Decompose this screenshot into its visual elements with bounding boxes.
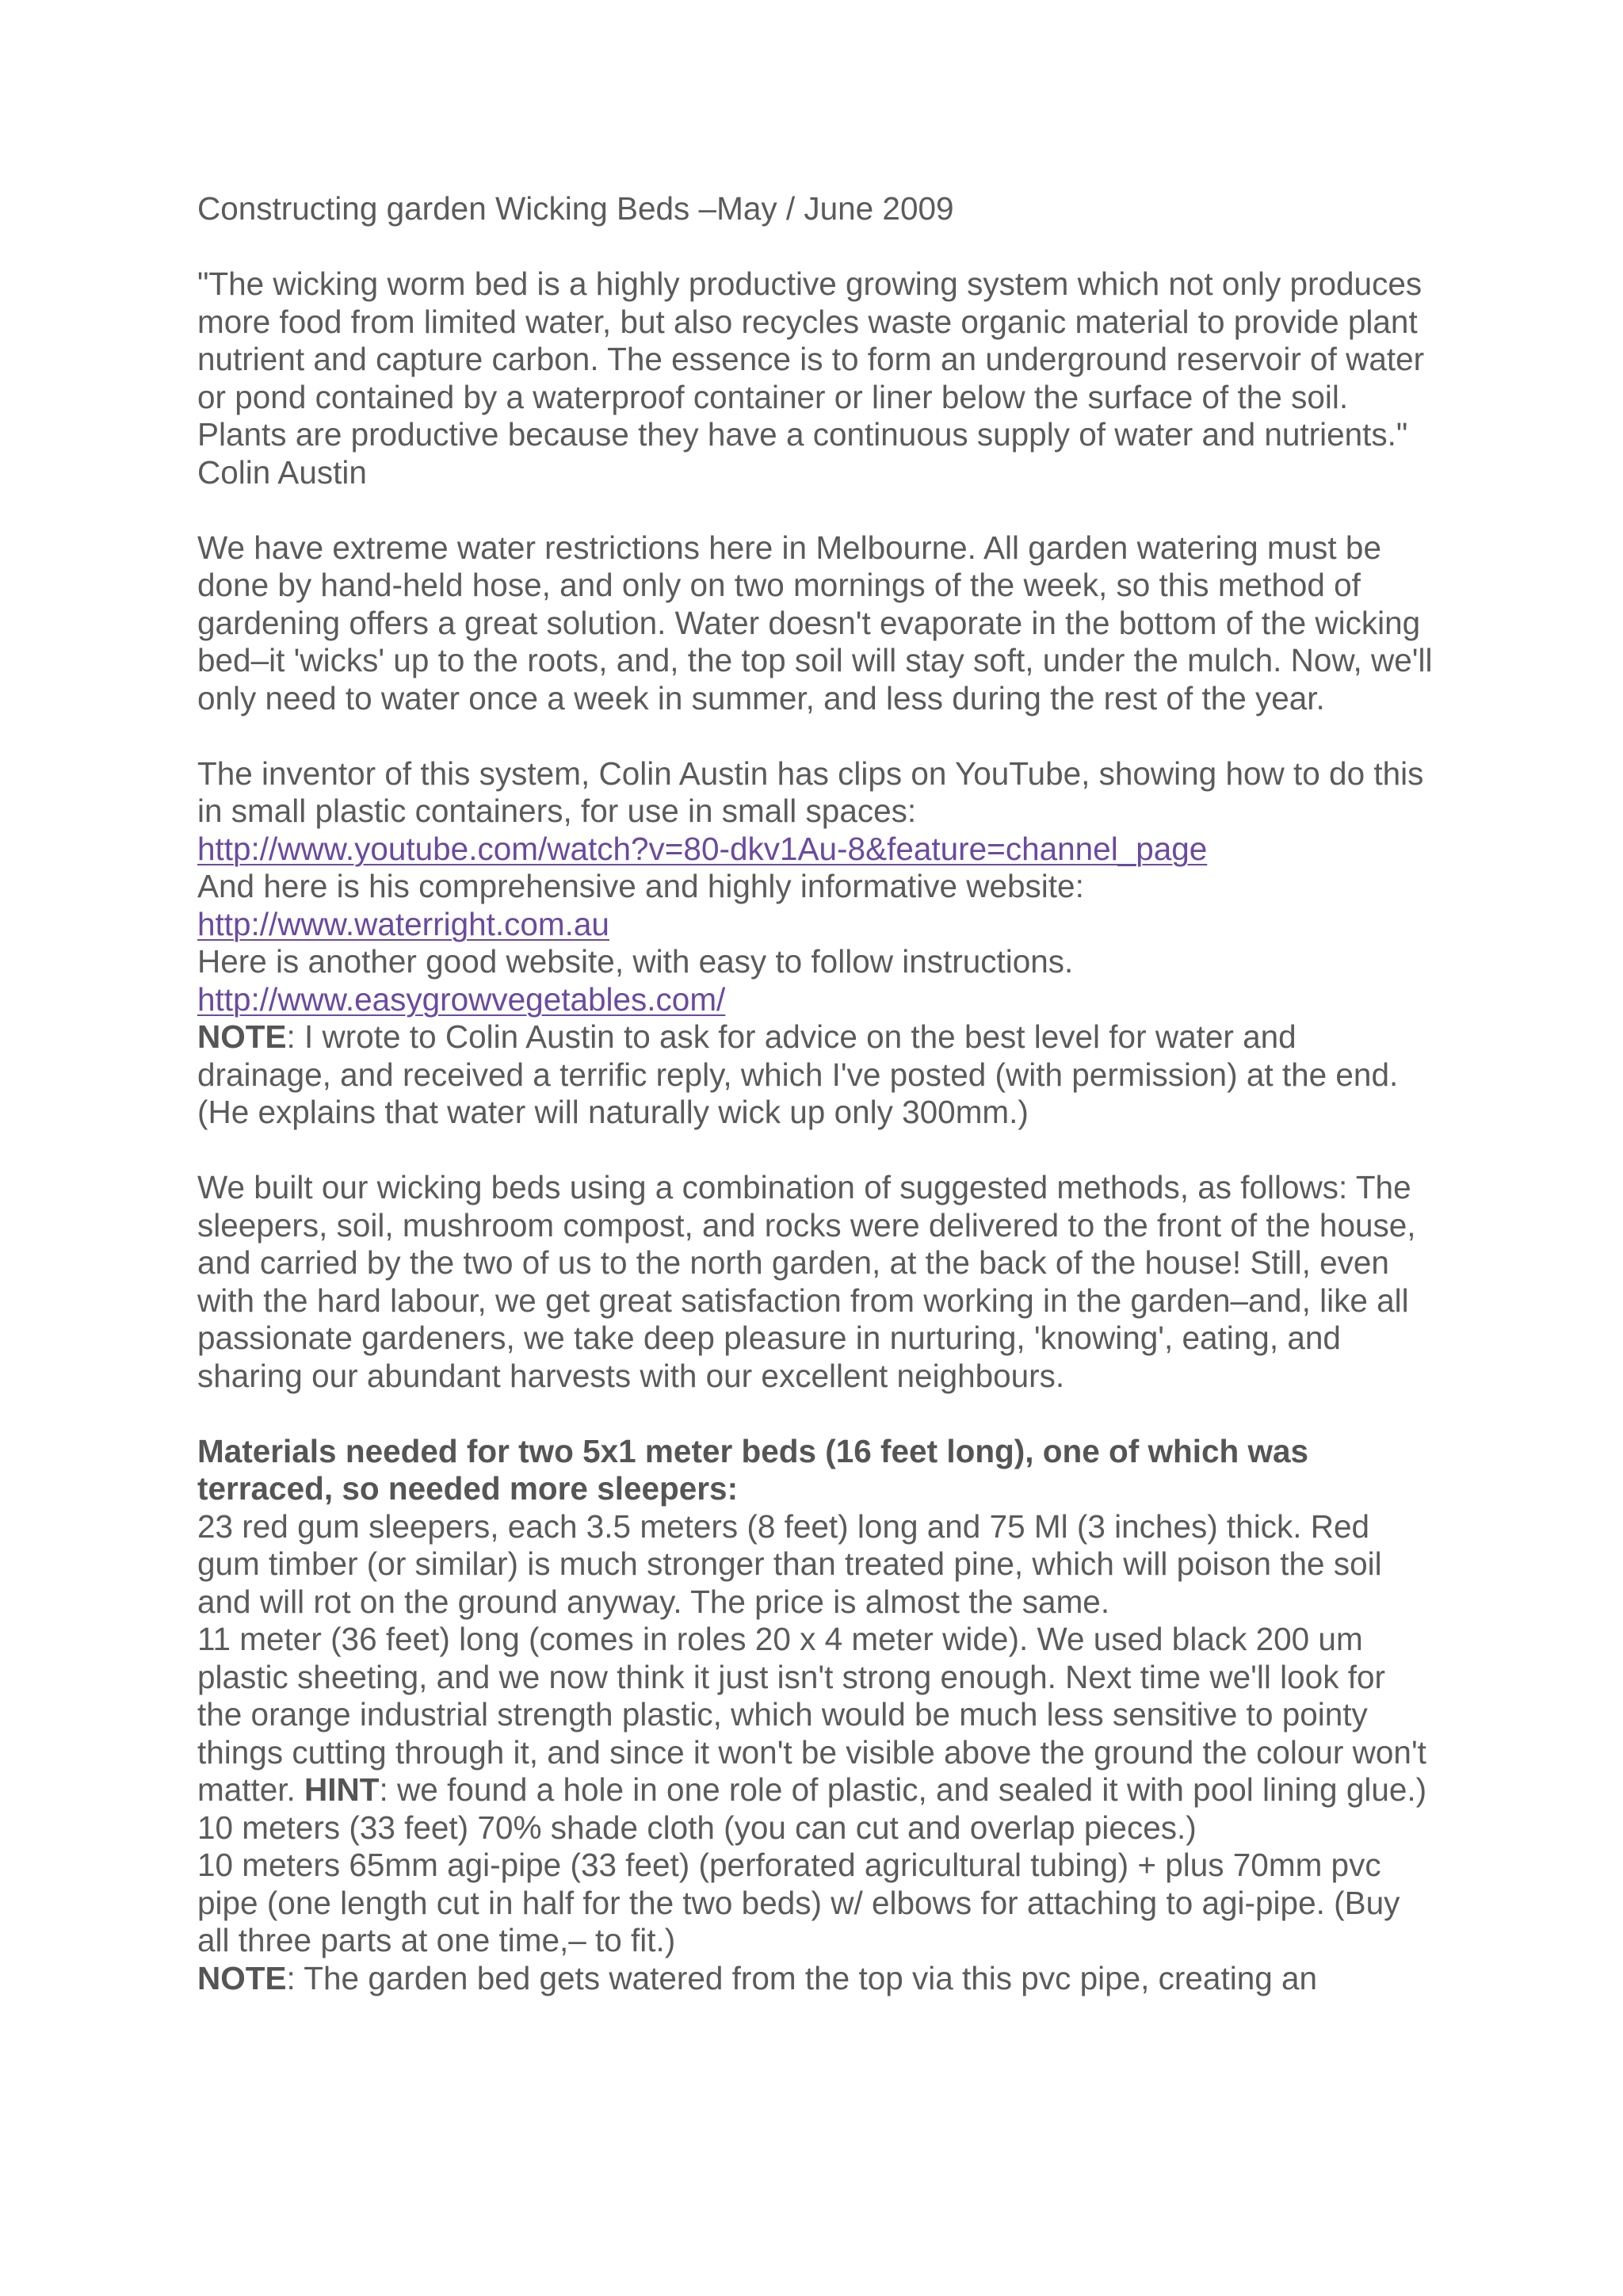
spacer [197,491,1434,529]
youtube-link[interactable]: http://www.youtube.com/watch?v=80-dkv1Au-8&feature=channel_page [197,830,1208,867]
note-text: : I wrote to Colin Austin to ask for advice on the best level for water and drainage, and received a terrific reply, which I've posted (with permission) at the end. (He explains that water will naturally wick up only 300mm.) [197,1018,1399,1130]
materials-heading: Materials needed for two 5x1 meter beds (16 feet long), one of which was terraced, so needed more sleepers: [197,1432,1309,1507]
website-intro-text: And here is his comprehensive and highly informative website: [197,868,1084,904]
note-label-2: NOTE [197,1959,287,1996]
note-label: NOTE [197,1018,287,1055]
built-paragraph: We built our wicking beds using a combination of suggested methods, as follows: The sleepers, soil, mushroom compost, and rocks were delivered to the front of the house, and carried by the two of us to the north garden, at the back of the house! Still, even with the hard labour, we get great satisfaction from working in the garden–and, like all passionate gardeners, we take deep pleasure in nurturing, 'knowing', eating, and sharing our abundant harvests with our excellent neighbours. [197,1169,1416,1394]
melbourne-paragraph: We have extreme water restrictions here in Melbourne. All garden watering must be done by hand-held hose, and only on two mornings of the week, so this method of gardening offers a great solution. Water doesn't evaporate in the bottom of the wicking bed–it 'wicks' up to the roots, and, the top soil will stay soft, under the mulch. Now, we'll only need to water once a week in summer, and less during the rest of the year. [197,529,1433,716]
spacer [197,1395,1434,1433]
waterright-link[interactable]: http://www.waterright.com.au [197,905,609,942]
spacer [197,717,1434,755]
materials-item-sleepers: 23 red gum sleepers, each 3.5 meters (8 feet) long and 75 Ml (3 inches) thick. Red gum timber (or similar) is much stronger than treated pine, which will poison the soil and will rot on the ground anyway. The price is almost the same. [197,1507,1382,1620]
document-body [197,190,1434,1997]
note-paragraph-2 [197,1960,1434,1998]
hint-label: HINT [304,1771,380,1808]
materials-item-pipe: 10 meters 65mm agi-pipe (33 feet) (perforated agricultural tubing) + plus 70mm pvc pipe (one length cut in half for the two beds) w/ elbows for attaching to agi-pipe. (Buy all three parts at one time,– to fit.) [197,1847,1400,1958]
inventor-paragraph: The inventor of this system, Colin Austin has clips on YouTube, showing how to do this in small plastic containers, for use in small spaces: [197,755,1424,829]
hint-text: : we found a hole in one role of plastic, and sealed it with pool lining glue.) [379,1771,1427,1808]
easygrow-link[interactable]: http://www.easygrowvegetables.com/ [197,980,726,1018]
another-website-text: Here is another good website, with easy to follow instructions. [197,943,1074,980]
note-paragraph [197,1018,1434,1132]
spacer [197,228,1434,266]
note-text-2: : The garden bed gets watered from the top via this pvc pipe, creating an [286,1959,1318,1996]
quote-paragraph: "The wicking worm bed is a highly productive growing system which not only produces more food from limited water, but also recycles waste organic material to provide plant nutrient and capture carbon. The essence is to form an underground reservoir of water or pond contained by a waterproof container or liner below the surface of the soil. Plants are productive because they have a continuous supply of water and nutrients." Colin Austin [197,266,1425,491]
materials-item-shade-cloth: 10 meters (33 feet) 70% shade cloth (you can cut and overlap pieces.) [197,1809,1197,1846]
spacer [197,1132,1434,1170]
document-title: Constructing garden Wicking Beds –May / June 2009 [197,190,954,227]
materials-item-plastic: 11 meter (36 feet) long (comes in roles 20 x 4 meter wide). We used black 200 um plastic sheeting, and we now think it just isn't strong enough. Next time we'll look for the orange industrial strength plastic, which would be much less sensitive to pointy things cutting through it, and since it won't be visible above the ground the colour won't matter. HINT: we found a hole in one role of plastic, and sealed it with pool lining glue.) [197,1621,1427,1808]
